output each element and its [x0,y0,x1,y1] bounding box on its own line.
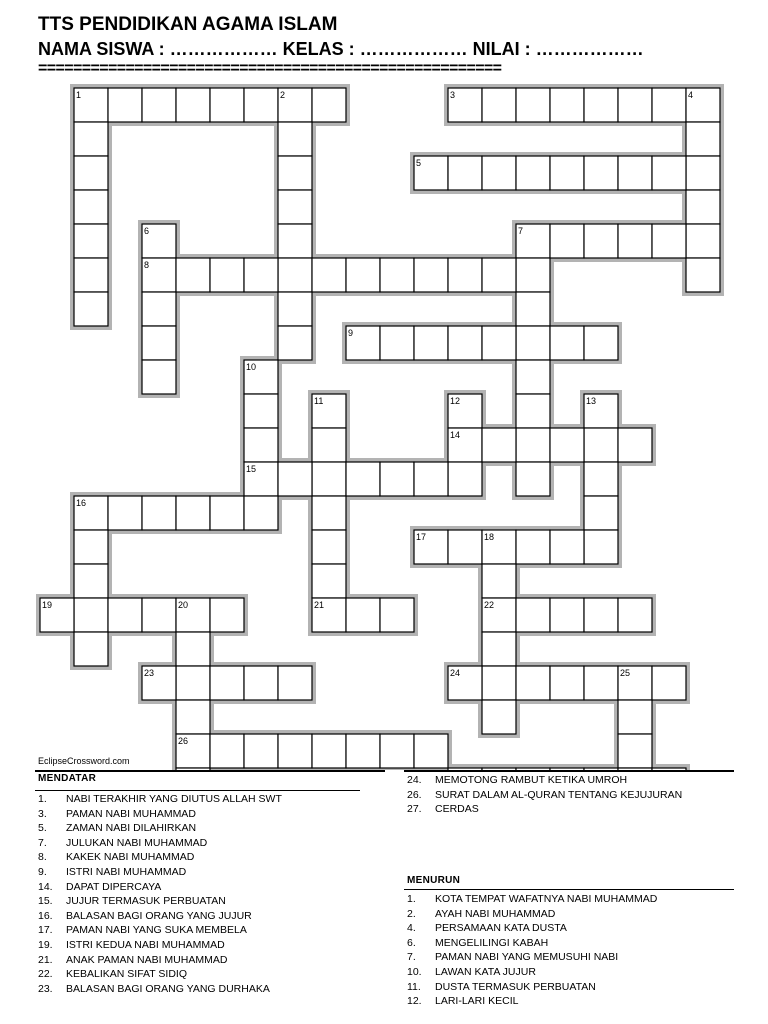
clue-item-number: 23. [38,982,53,995]
crossword-cell[interactable] [278,190,312,224]
crossword-cell[interactable] [686,258,720,292]
crossword-cell[interactable] [244,428,278,462]
clue-item-text: DAPAT DIPERCAYA [66,880,162,893]
crossword-cell[interactable] [414,734,448,768]
crossword-cell[interactable] [516,326,550,360]
crossword-cell[interactable] [516,258,550,292]
clue-number: 12 [450,396,461,406]
crossword-cell[interactable] [686,122,720,156]
crossword-cell[interactable] [516,530,550,564]
crossword-cell[interactable] [516,156,550,190]
clue-item-number: 14. [38,880,53,893]
clue-item-text: NABI TERAKHIR YANG DIUTUS ALLAH SWT [66,793,282,805]
crossword-cell[interactable] [74,598,108,632]
crossword-cell[interactable] [210,258,244,292]
crossword-cell[interactable] [482,428,516,462]
clue-number: 25 [620,668,631,678]
crossword-cell[interactable] [312,496,346,530]
crossword-cell[interactable] [244,258,278,292]
crossword-cell[interactable] [550,156,584,190]
crossword-cell[interactable] [584,530,618,564]
clue-item [38,894,282,909]
clue-item-text: JULUKAN NABI MUHAMMAD [66,836,208,849]
clue-item [407,788,682,803]
crossword-cell[interactable] [550,666,584,700]
clue-item-number: 8. [38,851,47,864]
crossword-cell[interactable] [312,258,346,292]
clue-item-number: 16. [38,909,53,922]
crossword-cell[interactable] [312,428,346,462]
crossword-cell[interactable] [482,564,516,598]
clue-item-text: ISTRI NABI MUHAMMAD [66,865,187,878]
mendatar-rule [35,790,360,791]
clue-item-number: 22. [38,968,53,981]
clue-item [38,953,282,968]
crossword-cell[interactable] [142,598,176,632]
clue-item [38,923,282,938]
clue-item-text: BALASAN BAGI ORANG YANG DURHAKA [66,982,270,995]
clue-item-text: ISTRI KEDUA NABI MUHAMMAD [66,938,225,951]
clue-number: 17 [416,532,427,542]
crossword-cell[interactable] [244,88,278,122]
clue-item-text: LARI-LARI KECIL [435,995,519,1008]
clue-item-text: DUSTA TERMASUK PERBUATAN [435,980,596,993]
clue-item-number: 3. [38,807,47,820]
clue-item-number: 27. [407,803,422,816]
clue-item-text: KEBALIKAN SIFAT SIDIQ [66,968,187,981]
crossword-cell[interactable] [142,326,176,360]
crossword-cell[interactable] [210,598,244,632]
clue-item-number: 7. [38,836,47,849]
crossword-cell[interactable] [74,156,108,190]
crossword-cell[interactable] [652,88,686,122]
clue-item-number: 7. [407,951,416,964]
crossword-cell[interactable] [380,734,414,768]
clue-item [407,773,682,788]
crossword-cell[interactable] [618,88,652,122]
crossword-cell[interactable] [244,666,278,700]
crossword-cell[interactable] [210,734,244,768]
crossword-cell[interactable] [618,734,652,768]
crossword-cell[interactable] [550,88,584,122]
clue-item-text: JUJUR TERMASUK PERBUATAN [66,895,226,908]
clue-number: 2 [280,90,286,100]
clue-item [407,936,657,951]
clue-item [407,980,657,995]
crossword-cell[interactable] [380,258,414,292]
clue-item-number: 5. [38,822,47,835]
crossword-cell[interactable] [278,666,312,700]
mendatar-rule-top [35,770,385,772]
mendatar-clue-list [38,792,282,996]
clue-item-number: 6. [407,936,416,949]
clue-item-text: PAMAN NABI YANG SUKA MEMBELA [66,924,247,937]
clue-item-number: 10. [407,965,422,978]
clue-number: 11 [314,396,324,406]
crossword-cell[interactable] [516,88,550,122]
crossword-cell[interactable] [278,122,312,156]
crossword-cell[interactable] [686,190,720,224]
menurun-clue-list [407,892,657,1009]
clue-item [407,907,657,922]
separator-line: ===================================================== [38,60,502,77]
clue-item-number: 15. [38,895,53,908]
crossword-cell[interactable] [346,598,380,632]
clue-item [38,865,282,880]
crossword-cell[interactable] [448,326,482,360]
crossword-cell[interactable] [74,122,108,156]
clue-item-text: BALASAN BAGI ORANG YANG JUJUR [66,909,252,922]
clue-number: 24 [450,668,461,678]
clue-item-text: ANAK PAMAN NABI MUHAMMAD [66,953,228,966]
crossword-cell[interactable] [176,632,210,666]
crossword-cell[interactable] [482,88,516,122]
clue-item-number: 24. [407,774,422,786]
crossword-cell[interactable] [686,156,720,190]
clue-item-text: PERSAMAAN KATA DUSTA [435,922,567,935]
crossword-cell[interactable] [550,224,584,258]
crossword-cell[interactable] [74,632,108,666]
crossword-cell[interactable] [278,292,312,326]
clue-item [38,982,282,997]
clue-number: 23 [144,668,155,678]
crossword-cell[interactable] [74,564,108,598]
clue-item-text: ZAMAN NABI DILAHIRKAN [66,822,197,835]
clue-item [38,792,282,807]
crossword-cell[interactable] [516,394,550,428]
crossword-cell[interactable] [176,496,210,530]
clue-number: 6 [144,226,150,236]
crossword-cell[interactable] [346,462,380,496]
crossword-cell[interactable] [652,224,686,258]
crossword-cell[interactable] [74,530,108,564]
clue-number: 4 [688,90,694,100]
clue-number: 3 [450,90,456,100]
crossword-cell[interactable] [686,224,720,258]
crossword-cell[interactable] [482,326,516,360]
clue-number: 13 [586,396,597,406]
crossword-cell[interactable] [312,88,346,122]
clue-number: 16 [76,498,87,508]
crossword-cell[interactable] [652,666,686,700]
student-info-line: NAMA SISWA : ……………… KELAS : ……………… NILAI : ……………… [38,39,644,59]
crossword-cell[interactable] [278,156,312,190]
clue-item-number: 26. [407,788,422,801]
grid-cells [40,88,720,770]
crossword-cell[interactable] [74,190,108,224]
crossword-cell[interactable] [176,666,210,700]
clue-item-number: 12. [407,995,422,1008]
crossword-cell[interactable] [346,734,380,768]
crossword-cell[interactable] [516,428,550,462]
crossword-cell[interactable] [278,462,312,496]
clue-item-text: LAWAN KATA JUJUR [435,965,536,978]
clue-item-text: SURAT DALAM AL-QURAN TENTANG KEJUJURAN [435,788,683,801]
clue-number: 22 [484,600,495,610]
crossword-cell[interactable] [244,734,278,768]
mendatar-clue-list-continued [407,773,682,817]
crossword-cell[interactable] [584,428,618,462]
clue-item [407,802,682,817]
clue-item [38,836,282,851]
clue-item [407,950,657,965]
crossword-cell[interactable] [584,598,618,632]
crossword-cell[interactable] [176,700,210,734]
crossword-cell[interactable] [108,496,142,530]
crossword-cell[interactable] [108,88,142,122]
site-label: EclipseCrossword.com [38,756,130,766]
clue-item [38,938,282,953]
clue-item [38,909,282,924]
crossword-cell[interactable] [312,462,346,496]
clue-item-number: 21. [38,953,53,966]
clue-item-text: MEMOTONG RAMBUT KETIKA UMROH [435,774,628,786]
clue-item [38,850,282,865]
crossword-cell[interactable] [516,360,550,394]
clue-item [407,965,657,980]
clue-number: 18 [484,532,495,542]
crossword-cell[interactable] [278,734,312,768]
clue-number: 21 [314,600,325,610]
clue-item-number: 1. [38,793,47,805]
clue-item-text: KAKEK NABI MUHAMMAD [66,851,195,864]
clue-item [38,807,282,822]
crossword-cell[interactable] [278,224,312,258]
crossword-cell[interactable] [482,258,516,292]
clue-number: 7 [518,226,524,236]
crossword-cell[interactable] [550,530,584,564]
crossword-cell[interactable] [74,292,108,326]
clue-number: 8 [144,260,150,270]
crossword-cell[interactable] [652,156,686,190]
crossword-cell[interactable] [210,666,244,700]
crossword-cell[interactable] [448,530,482,564]
clue-item-number: 17. [38,924,53,937]
clue-number: 1 [76,90,82,100]
page-title: TTS PENDIDIKAN AGAMA ISLAM [38,14,338,35]
crossword-cell[interactable] [482,666,516,700]
clue-item [407,892,657,907]
crossword-cell[interactable] [210,88,244,122]
crossword-cell[interactable] [516,666,550,700]
clue-item [407,994,657,1009]
crossword-cell[interactable] [618,428,652,462]
crossword-cell[interactable] [142,88,176,122]
crossword-cell[interactable] [142,360,176,394]
clue-number: 15 [246,464,257,474]
clue-item-number: 2. [407,907,416,920]
clue-item-text: MENGELILINGI KABAH [435,936,549,949]
clue-item-text: CERDAS [435,803,479,816]
clue-item-text: KOTA TEMPAT WAFATNYA NABI MUHAMMAD [435,893,658,905]
clue-item [407,921,657,936]
clue-item [38,821,282,836]
clue-number: 5 [416,158,422,168]
crossword-cell[interactable] [176,88,210,122]
clue-item-number: 19. [38,938,53,951]
clue-item [38,880,282,895]
clue-item-number: 9. [38,865,47,878]
crossword-cell[interactable] [414,258,448,292]
crossword-cell[interactable] [312,564,346,598]
clue-number: 9 [348,328,354,338]
mendatar-heading: MENDATAR [38,773,97,784]
crossword-cell[interactable] [516,462,550,496]
clue-number: 14 [450,430,461,440]
clue-item-text: PAMAN NABI YANG MEMUSUHI NABI [435,951,619,964]
crossword-cell[interactable] [414,462,448,496]
crossword-cell[interactable] [584,462,618,496]
crossword-cell[interactable] [244,496,278,530]
crossword-cell[interactable] [210,496,244,530]
crossword-cell[interactable] [618,700,652,734]
right-rule-top [404,770,734,772]
crossword-cell[interactable] [312,530,346,564]
crossword-cell[interactable] [550,598,584,632]
crossword-cell[interactable] [618,224,652,258]
crossword-cell[interactable] [448,258,482,292]
crossword-cell[interactable] [312,734,346,768]
crossword-cell[interactable] [142,292,176,326]
clue-number: 26 [178,736,189,746]
crossword-cell[interactable] [108,598,142,632]
clue-item-number: 11. [407,980,421,993]
crossword-cell[interactable] [584,666,618,700]
crossword-cell[interactable] [448,462,482,496]
crossword-cell[interactable] [176,258,210,292]
clue-number: 20 [178,600,189,610]
crossword-cell[interactable] [380,326,414,360]
clue-number: 19 [42,600,53,610]
menurun-rule [404,889,734,890]
clue-item-text: PAMAN NABI MUHAMMAD [66,807,196,820]
crossword-cell[interactable] [74,224,108,258]
clue-item-text: AYAH NABI MUHAMMAD [435,907,556,920]
crossword-cell[interactable] [74,258,108,292]
crossword-cell[interactable] [584,326,618,360]
crossword-cell[interactable] [584,496,618,530]
crossword-cell[interactable] [142,496,176,530]
crossword-cell[interactable] [618,598,652,632]
crossword-cell[interactable] [278,326,312,360]
clue-item [38,967,282,982]
crossword-cell[interactable] [584,156,618,190]
crossword-cell[interactable] [482,156,516,190]
crossword-cell[interactable] [584,224,618,258]
crossword-cell[interactable] [482,700,516,734]
clue-item-number: 1. [407,893,416,905]
crossword-cell[interactable] [584,88,618,122]
crossword-cell[interactable] [380,598,414,632]
crossword-cell[interactable] [550,428,584,462]
crossword-cell[interactable] [482,632,516,666]
crossword-cell[interactable] [414,326,448,360]
crossword-cell[interactable] [346,258,380,292]
crossword-cell[interactable] [550,326,584,360]
clue-number: 10 [246,362,257,372]
crossword-cell[interactable] [516,292,550,326]
crossword-cell[interactable] [278,258,312,292]
clue-item-number: 4. [407,922,416,935]
menurun-heading: MENURUN [407,875,461,886]
crossword-cell[interactable] [618,156,652,190]
crossword-cell[interactable] [244,394,278,428]
crossword-cell[interactable] [380,462,414,496]
crossword-cell[interactable] [448,156,482,190]
crossword-cell[interactable] [516,598,550,632]
